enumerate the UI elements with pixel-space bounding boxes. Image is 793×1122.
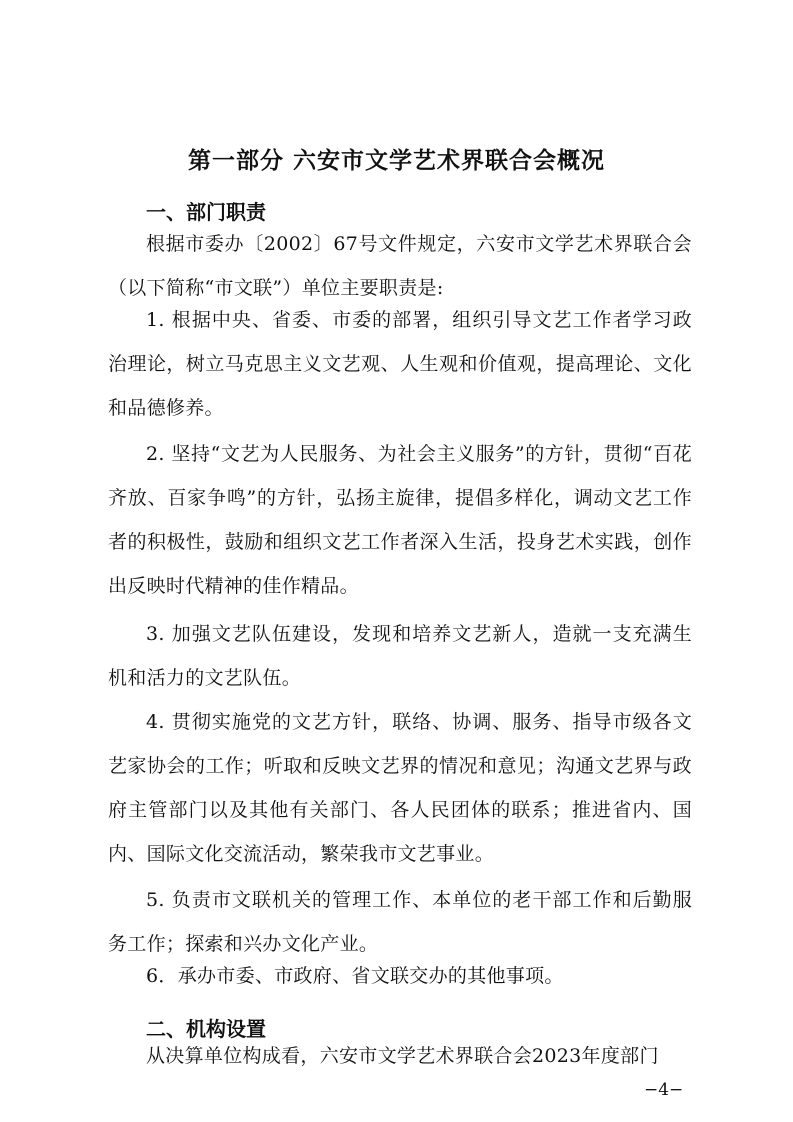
page-title: 第一部分 六安市文学艺术界联合会概况 — [187, 148, 605, 174]
section-heading-responsibilities: 一、部门职责 — [146, 200, 266, 224]
page-number: −4− — [644, 1080, 684, 1100]
paragraph-item-5: 5. 负责市文联机关的管理工作、本单位的老干部工作和后勤服务工作；探索和兴办文化产业。 — [108, 889, 692, 955]
paragraph-item-6: 6．承办市委、市政府、省文联交办的其他事项。 — [146, 965, 564, 987]
paragraph-item-2: 2. 坚持“文艺为人民服务、为社会主义服务”的方针，贯彻“百花齐放、百家争鸣”的方针，弘扬主旋律，提倡多样化，调动文艺工作者的积极性，鼓励和组织文艺工作者深入生活，投身艺术实践，创作出反映时代精神的佳作精品。 — [108, 443, 692, 597]
paragraph-intro: 根据市委办〔2002〕67号文件规定，六安市文学艺术界联合会（以下简称“市文联”）单位主要职责是: — [108, 233, 692, 299]
paragraph-organization-intro: 从决算单位构成看，六安市文学艺术界联合会2023年度部门 — [146, 1045, 659, 1067]
paragraph-item-4: 4. 贯彻实施党的文艺方针，联络、协调、服务、指导市级各文艺家协会的工作；听取和反映文艺界的情况和意见；沟通文艺界与政府主管部门以及其他有关部门、各人民团体的联系；推进省内、国内、国际文化交流活动，繁荣我市文艺事业。 — [108, 711, 692, 865]
paragraph-item-3: 3. 加强文艺队伍建设，发现和培养文艺新人，造就一支充满生机和活力的文艺队伍。 — [108, 623, 692, 689]
paragraph-item-1: 1. 根据中央、省委、市委的部署，组织引导文艺工作者学习政治理论，树立马克思主义文艺观、人生观和价值观，提高理论、文化和品德修养。 — [108, 309, 692, 419]
section-heading-organization: 二、机构设置 — [146, 1017, 266, 1041]
